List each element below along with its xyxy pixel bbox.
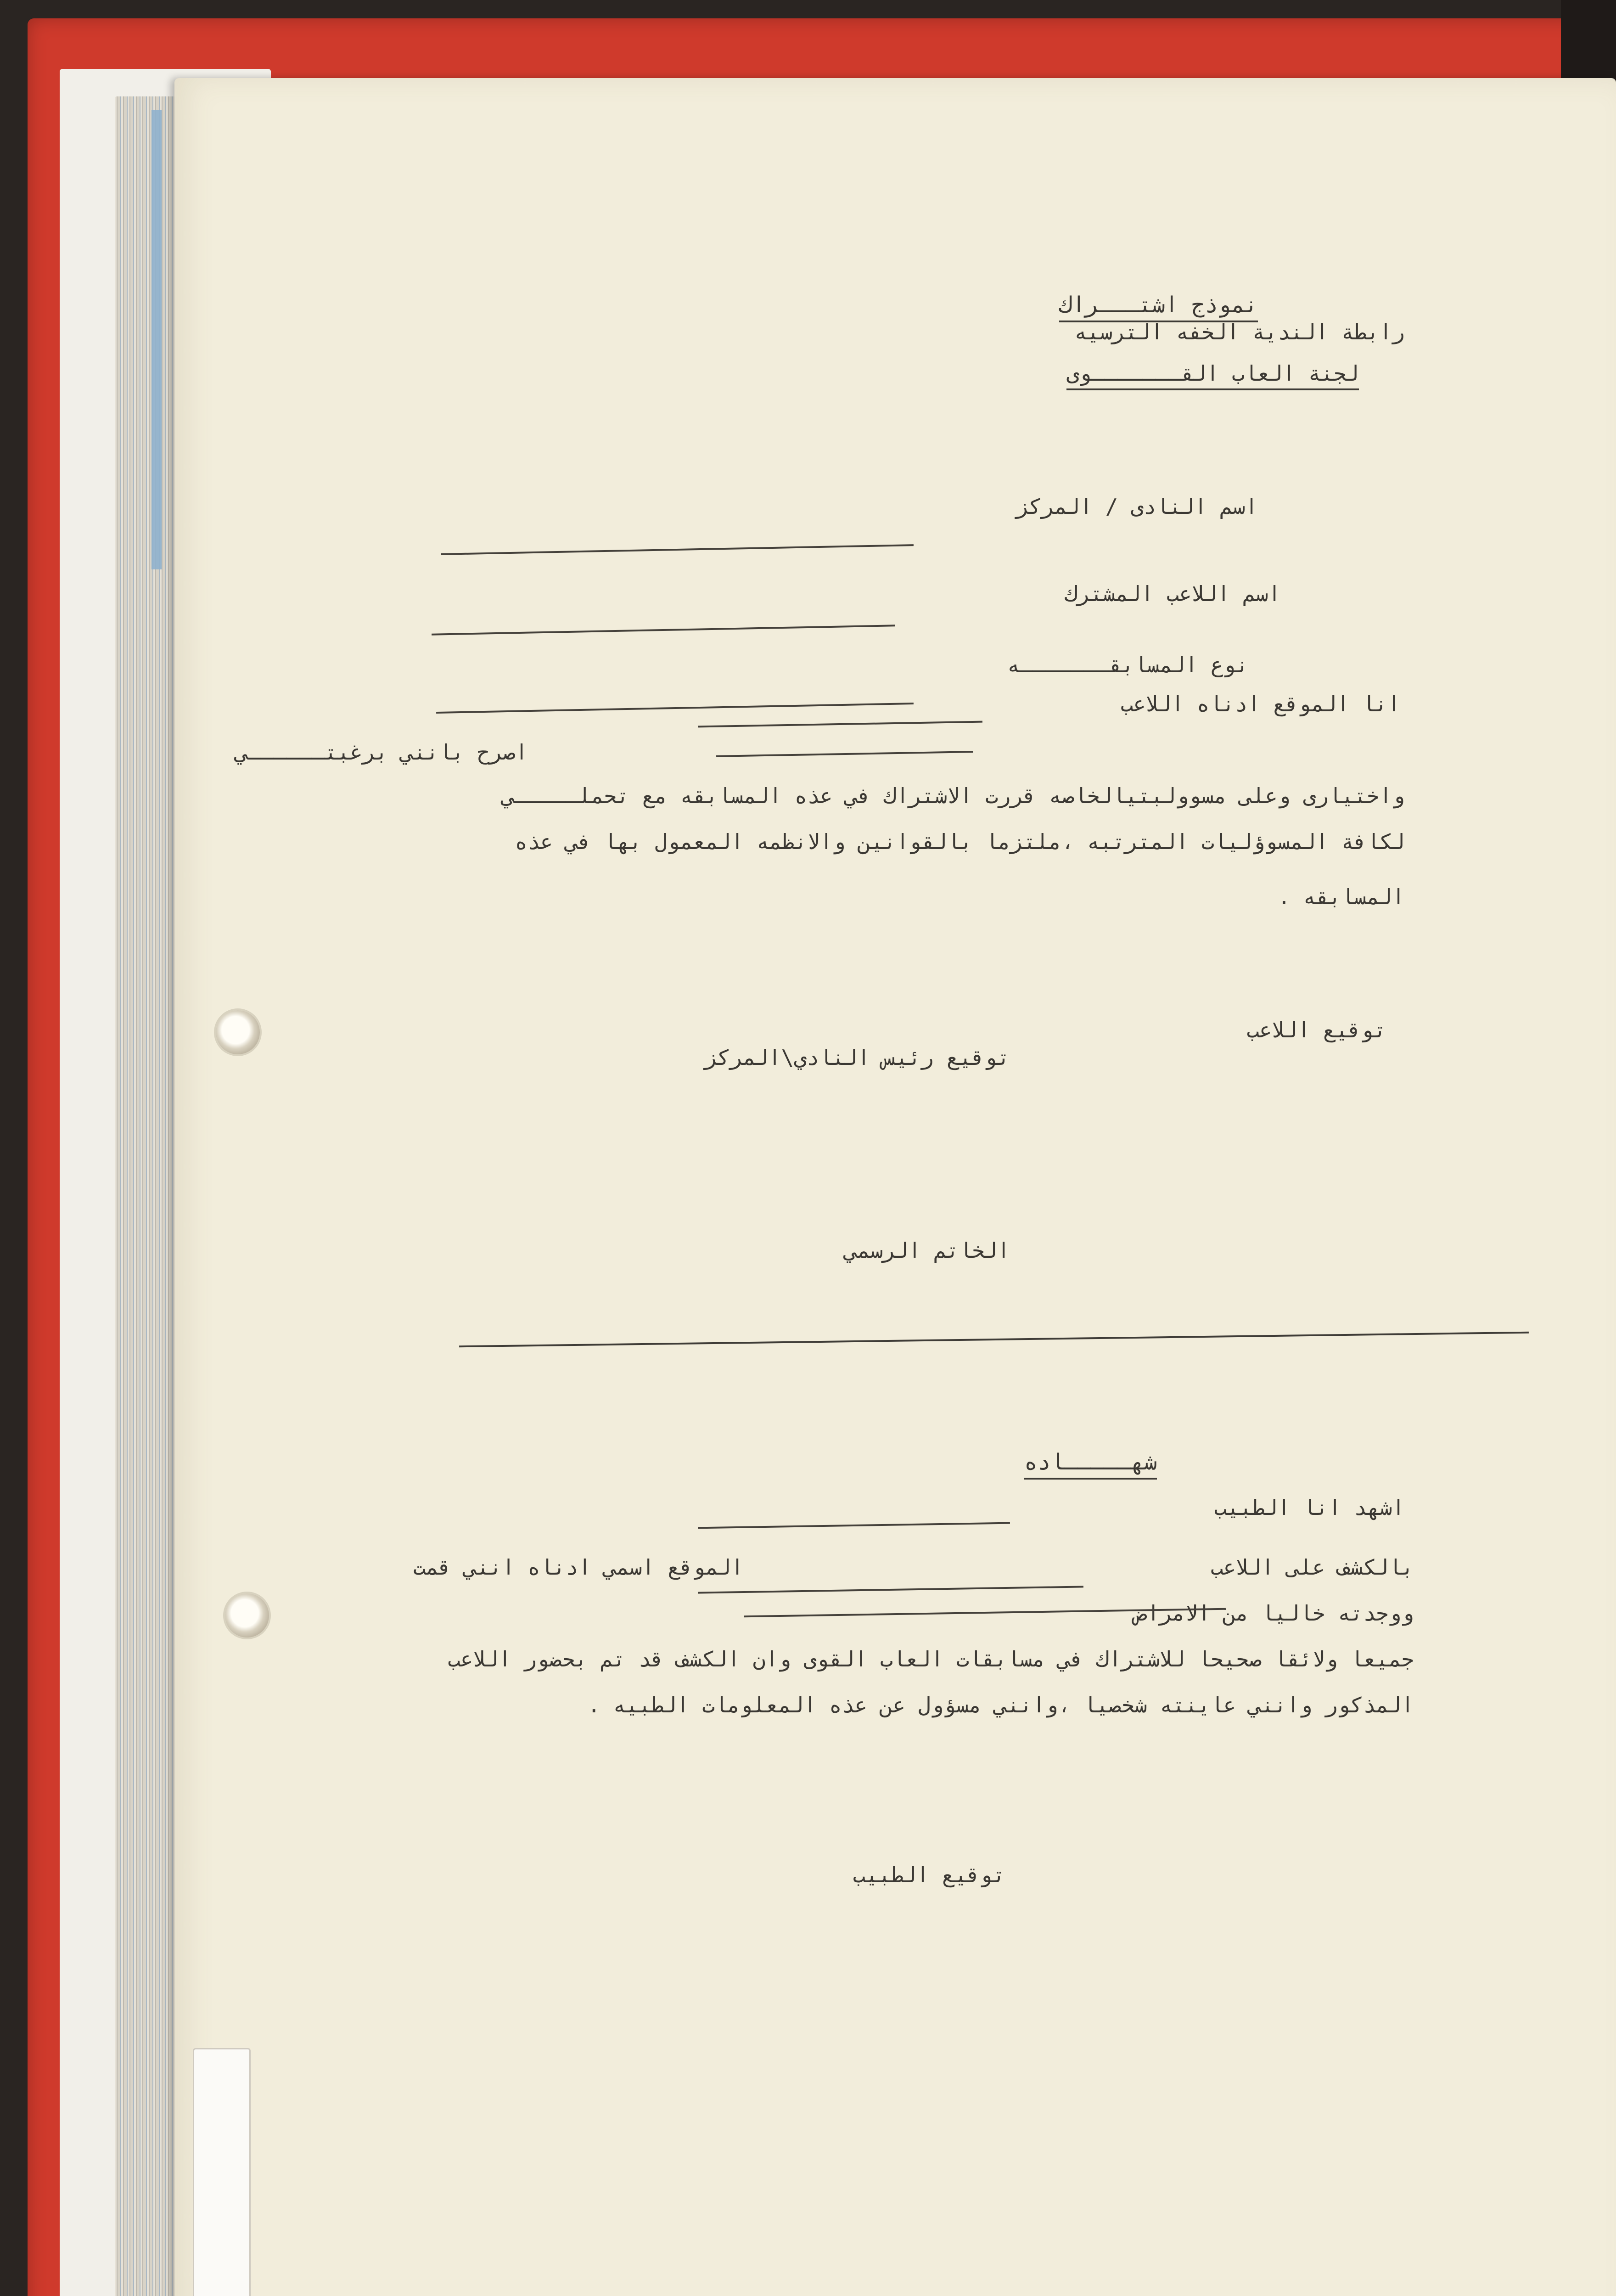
competition-type-label: نوع المسابقـــــــه — [1007, 653, 1249, 677]
player-name-label: اسم اللاعب المشترك — [1065, 581, 1281, 606]
certificate-line-2a: الموقع اسمي ادناه انني قمت — [413, 1555, 744, 1580]
certificate-line-4: جميعا ولائقا صحيحا للاشتراك في مسابقات العاب القوى وان الكشف قد تم بحضور اللاعب — [448, 1647, 1414, 1671]
blue-page-edge — [152, 110, 162, 569]
document-page — [174, 78, 1616, 2296]
certificate-line-2b: بالكشف على اللاعب — [1210, 1555, 1414, 1580]
doctor-name-field[interactable] — [698, 1522, 1010, 1529]
punch-hole-upper — [216, 1010, 260, 1054]
player-name-field[interactable] — [432, 625, 895, 635]
declaration-line-1: انا الموقع ادناه اللاعب — [1120, 692, 1400, 716]
declaration-line-1b: اصرح بانني برغبتــــــي — [236, 740, 528, 765]
player-signature-label: توقيع اللاعب — [1246, 1018, 1386, 1042]
org-line-2: لجنة العاب القـــــــوى — [1066, 363, 1359, 390]
declarant-name-field[interactable] — [698, 721, 982, 728]
certificate-line-3: ووجدته خاليا من الامراض — [1134, 1601, 1414, 1626]
form-title: نموذج اشتـــراك — [1059, 294, 1258, 322]
org-line-1: رابطة الندية الخفه الترسيه — [1074, 320, 1405, 344]
club-name-label: اسم النادى / المركز — [1016, 494, 1258, 519]
index-tab — [193, 2048, 251, 2296]
competition-type-field[interactable] — [436, 703, 914, 714]
punch-hole-lower — [225, 1593, 269, 1638]
declarant-field-2[interactable] — [716, 751, 973, 757]
player-examined-field[interactable] — [698, 1586, 1083, 1593]
certificate-title: شهـــــاده — [1024, 1451, 1157, 1480]
club-name-field[interactable] — [441, 544, 914, 555]
declaration-line-3: لكافة المسوؤليات المترتبه ،ملتزما بالقوانين والانظمه المعمول بها في عذه — [515, 829, 1405, 854]
certificate-line-5: المذكور وانني عاينته شخصيا ،وانني مسؤول عن عذه المعلومات الطبيه . — [587, 1693, 1414, 1717]
official-seal-label: الخاتم الرسمي — [844, 1238, 1010, 1263]
certificate-line-1: اشهد انا الطبيب — [1214, 1495, 1405, 1520]
club-head-signature-label: توقيع رئيس النادي\المركز — [705, 1045, 1010, 1070]
declaration-line-4: المسابقه . — [1278, 884, 1405, 909]
doctor-signature-label: توقيع الطبيب — [853, 1863, 1005, 1887]
section-divider — [459, 1332, 1529, 1347]
declaration-line-2: واختيارى وعلى مسوولبتيالخاصه قررت الاشتراك في عذه المسابقه مع تحملـــــي — [502, 783, 1405, 808]
